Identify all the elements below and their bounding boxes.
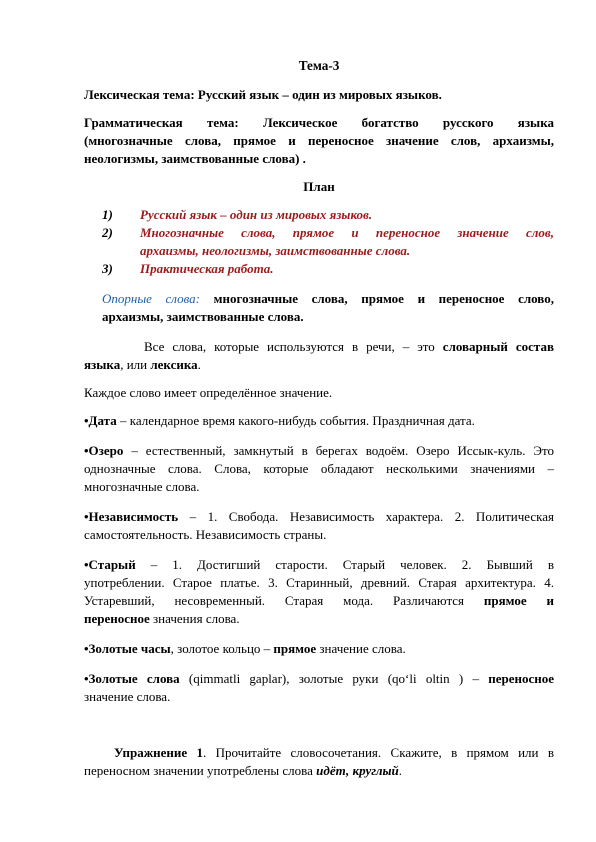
entry-definition: Устаревший, несовременный. Старая мода. Различаются bbox=[84, 593, 484, 608]
entry-definition: – календарное время какого-нибудь события. Праздничная дата. bbox=[116, 413, 475, 428]
entry-data bbox=[84, 412, 554, 430]
key-words-line1 bbox=[102, 290, 554, 308]
intro-bold-term: лексика bbox=[150, 357, 198, 372]
intro-bold-term: словарный состав bbox=[442, 339, 555, 354]
entry-term: •Озеро bbox=[84, 443, 124, 458]
entry-bold-term: переносное bbox=[84, 611, 150, 626]
entry-term: •Старый bbox=[84, 557, 136, 572]
entry-zolotye-slova-line2: значение слова. bbox=[84, 689, 171, 704]
grammar-topic-line3: неологизмы, заимствованные слова) . bbox=[84, 151, 306, 166]
entry-term: •Золотые часы bbox=[84, 641, 171, 656]
entry-bold-term: переносное bbox=[488, 671, 554, 686]
exercise-text: . Прочитайте словосочетания. Скажите, в прямом или в bbox=[203, 745, 554, 760]
topic-heading: Тема-3 bbox=[298, 58, 340, 73]
key-words-text: многозначные слова, прямое и переносное слово, bbox=[213, 291, 554, 306]
plan-item bbox=[102, 224, 554, 260]
exercise-text: переносном значении употреблены слова bbox=[84, 763, 317, 778]
lexical-topic: Лексическая тема: Русский язык – один из мировых языков. bbox=[84, 87, 442, 102]
entry-stary-line3 bbox=[84, 592, 554, 610]
entry-definition: (qimmatli gaplar), золотые руки (qo‘li oltin ) – bbox=[179, 671, 489, 686]
entry-definition: – 1. Свобода. Независимость характера. 2. Политическая bbox=[178, 509, 554, 524]
entry-zolotye-slova-line1 bbox=[84, 670, 554, 688]
plan-item-number: 2) bbox=[102, 225, 113, 240]
plan-item-text: Практическая работа. bbox=[140, 261, 274, 276]
entry-definition: значение слова. bbox=[316, 641, 406, 656]
entry-stary-line1 bbox=[84, 556, 554, 574]
entry-term: •Независимость bbox=[84, 509, 179, 524]
exercise-words: идёт, круглый bbox=[316, 763, 399, 778]
plan-item-text-line1: Многозначные слова, прямое и переносное значение слов, bbox=[140, 225, 554, 240]
plan-item-number: 3) bbox=[102, 261, 113, 276]
entry-stary-line4 bbox=[84, 610, 554, 628]
plan-item-text: Русский язык – один из мировых языков. bbox=[140, 207, 373, 222]
entry-definition: – 1. Достигший старости. Старый человек. 2. Бывший в bbox=[135, 557, 554, 572]
key-words-line2: архаизмы, заимствованные слова. bbox=[102, 309, 304, 324]
entry-zolotye-chasy bbox=[84, 640, 554, 658]
every-word-sentence: Каждое слово имеет определённое значение. bbox=[84, 385, 333, 400]
grammar-topic-line2: (многозначные слова, прямое и переносное значение слов, архаизмы, bbox=[84, 133, 554, 148]
entry-ozero-line2: однозначные слова. Слова, которые обладают несколькими значениями – bbox=[84, 461, 554, 476]
entry-nezavisimost-line2: самостоятельность. Независимость страны. bbox=[84, 527, 327, 542]
entry-bold-term: прямое bbox=[273, 641, 317, 656]
exercise-line2 bbox=[84, 762, 554, 780]
intro-line1 bbox=[144, 338, 554, 356]
entry-term: •Золотые слова bbox=[84, 671, 180, 686]
intro-bold-term: языка bbox=[84, 357, 121, 372]
intro-text: Все слова, которые используются в речи, – это bbox=[144, 339, 443, 354]
plan-title: План bbox=[303, 179, 335, 194]
entry-stary-line2: употреблении. Старое платье. 3. Старинный, древний. Старая архитектура. 4. bbox=[84, 575, 554, 590]
entry-definition: значения слова. bbox=[149, 611, 240, 626]
intro-text: . bbox=[197, 357, 201, 372]
intro-line2 bbox=[84, 356, 554, 374]
key-words-label: Опорные слова: bbox=[102, 291, 201, 306]
plan-item-text-line2: архаизмы, неологизмы, заимствованные слова. bbox=[140, 243, 411, 258]
entry-definition: , золотое кольцо – bbox=[170, 641, 274, 656]
exercise-label: Упражнение 1 bbox=[114, 745, 203, 760]
entry-ozero-line3: многозначные слова. bbox=[84, 479, 200, 494]
entry-nezavisimost-line1 bbox=[84, 508, 554, 526]
exercise-line1 bbox=[114, 744, 554, 762]
entry-ozero-line1 bbox=[84, 442, 554, 460]
intro-text: , или bbox=[120, 357, 151, 372]
grammar-topic-line1: Грамматическая тема: Лексическое богатство русского языка bbox=[84, 115, 554, 130]
entry-bold-term: прямое и bbox=[483, 593, 554, 608]
entry-definition: – естественный, замкнутый в берегах водоём. Озеро Иссык-куль. Это bbox=[123, 443, 554, 458]
entry-term: •Дата bbox=[84, 413, 117, 428]
exercise-text: . bbox=[398, 763, 403, 778]
plan-item-number: 1) bbox=[102, 207, 113, 222]
